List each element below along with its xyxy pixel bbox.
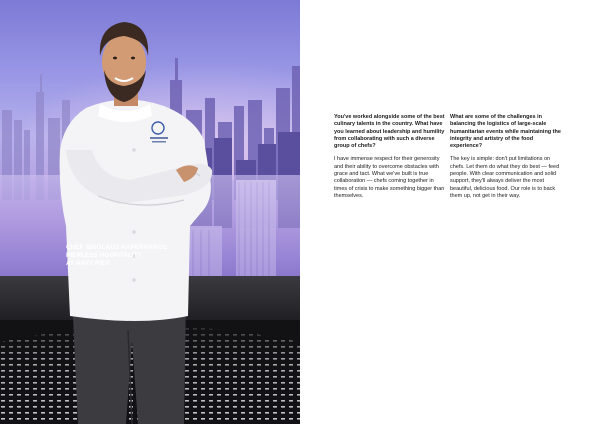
caption-line-location: AT NAVY PIER — [66, 260, 111, 268]
interview-column-1 — [334, 114, 446, 200]
interview-answer-2: The key is simple: don't put limitations on chefs. Let them do what they do best — feed people. With clear communication and solid support, they'll always deliver the most beautiful, delicious food. Our role is to back them up, not get in their way. — [450, 156, 560, 199]
interview-answer-1: I have immense respect for their generosity and their ability to overcome obstacles with grace and tact. What we've built is true collaboration — chefs coming together in times of crisis to make something bigger than themselves. — [334, 156, 445, 199]
caption-line-name: CHEF NIKOLAOS KAPERNAROS — [66, 244, 168, 251]
interview-question-1: You've worked alongside some of the best culinary talents in the country. What have you learned about leadership and humility from collaborating with such a diverse group of chefs? — [334, 114, 445, 150]
interview-question-2: What are some of the challenges in balancing the logistics of large-scale humanitarian events while maintaining the integrity and artistry of the food experience? — [450, 114, 561, 150]
caption-line-company: PIERLESS HOSPITALITY — [66, 252, 143, 260]
interview-column-2 — [450, 114, 562, 200]
photo-caption — [66, 244, 167, 269]
